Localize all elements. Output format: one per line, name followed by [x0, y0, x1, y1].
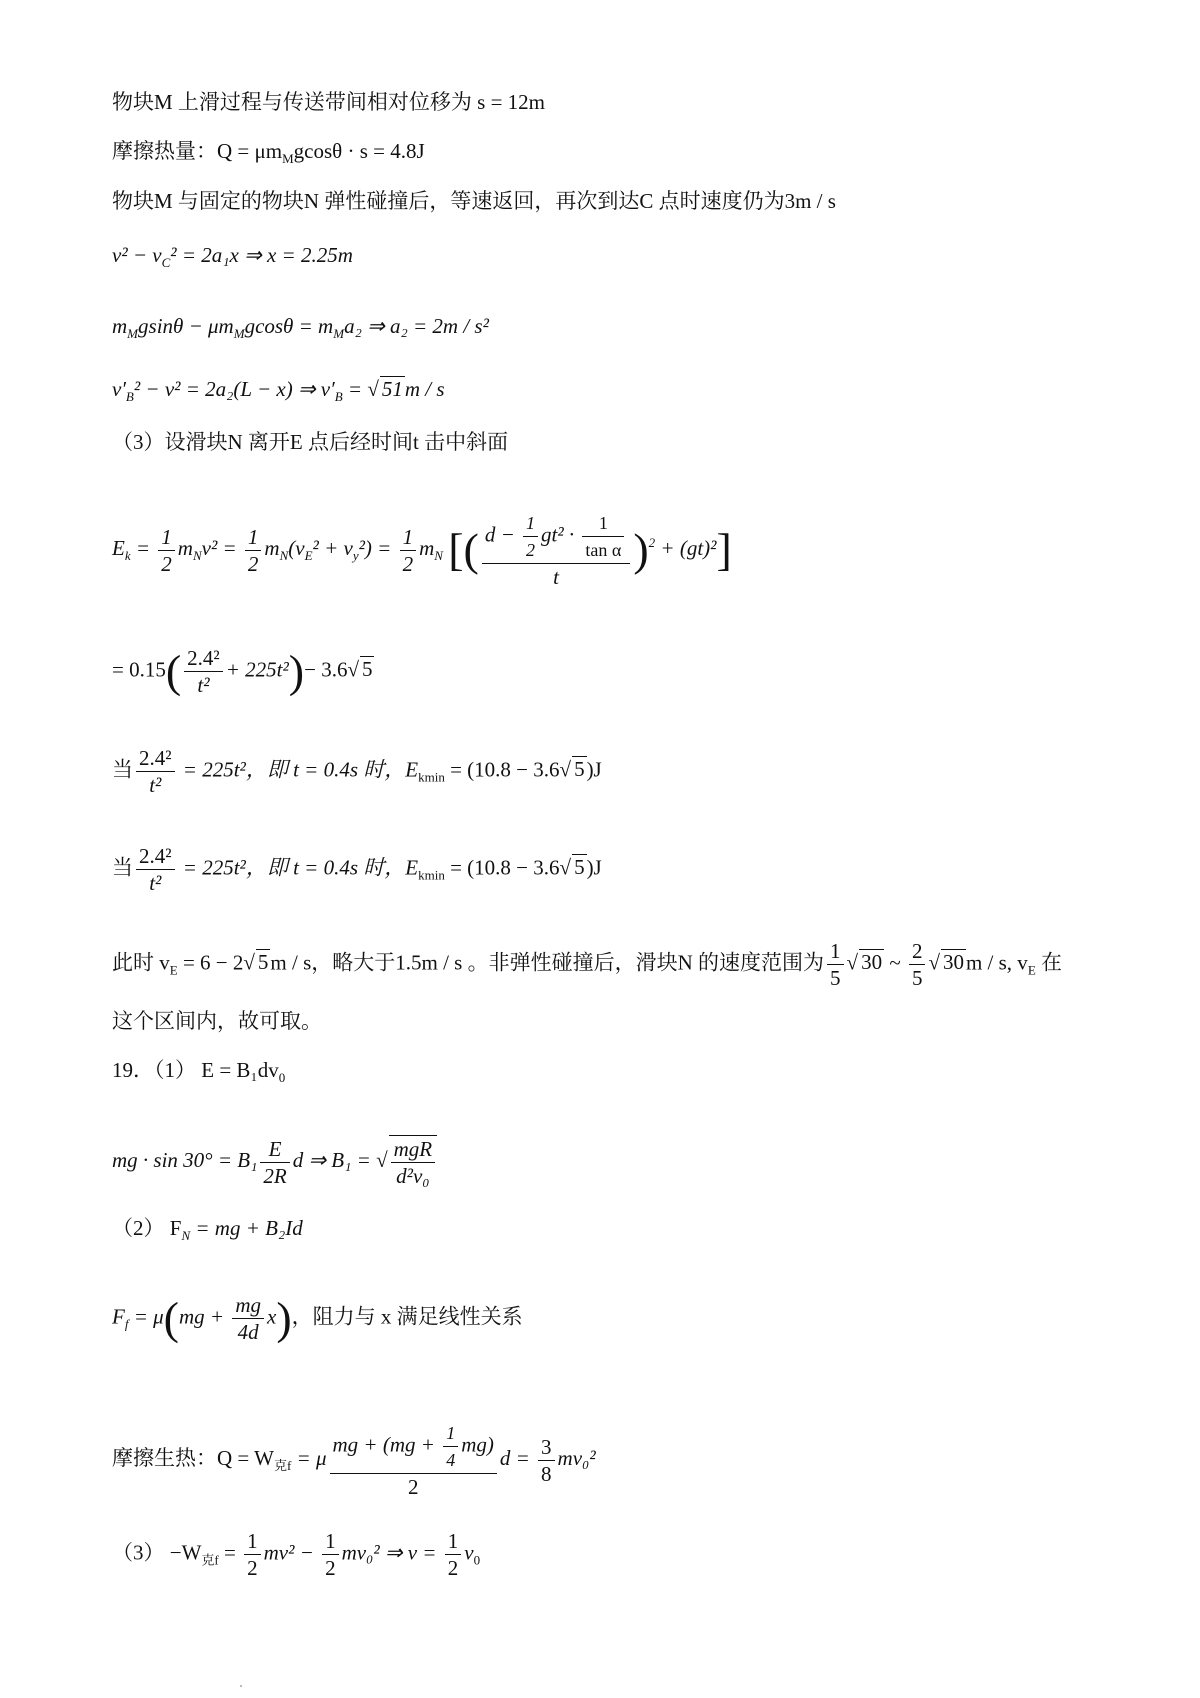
question-19-part-3: [112, 1528, 480, 1581]
line-1-text: 物块M 上滑过程与传送带间相对位移为 s = 12m: [112, 90, 546, 114]
l9c: t²: [197, 673, 210, 697]
l18c: = μ: [291, 1445, 327, 1470]
fraction-e-2r: [260, 1136, 289, 1189]
l8h: E: [304, 548, 313, 563]
l8p: + (gt)²: [660, 535, 717, 560]
l8e: N: [279, 548, 289, 563]
half: 1: [322, 1528, 339, 1555]
l5d: M: [233, 326, 245, 342]
l8i: ² + v: [312, 535, 353, 560]
l10f: )J: [586, 855, 602, 880]
l15b: E: [260, 1136, 289, 1163]
l19a: （3） −W: [112, 1540, 202, 1565]
l12g: 30: [861, 950, 883, 975]
fraction-half-b: [322, 1528, 339, 1581]
equation-3: [112, 374, 445, 412]
l2b: M: [282, 151, 294, 167]
l8g: (v: [288, 535, 305, 560]
equation-1: [112, 240, 353, 278]
fraction-one-fifth: [827, 938, 844, 991]
l18h: 3: [538, 1434, 555, 1461]
l18e: 4: [446, 1450, 456, 1470]
l6f: 51: [381, 377, 403, 401]
half: 1: [245, 524, 262, 551]
l12d: 5: [257, 950, 269, 975]
half: 1: [244, 1528, 261, 1555]
l5b: M: [127, 326, 139, 342]
l17d: mg +: [179, 1304, 230, 1329]
l18a: 摩擦生热：Q = W: [112, 1445, 274, 1470]
fraction-half-3: [400, 524, 417, 577]
l6c: ² − v² = 2a₂(L − x) ⇒ v′: [133, 377, 335, 401]
l10e: 5: [574, 757, 585, 782]
l10a: 当: [112, 757, 133, 782]
l8k: ²) =: [358, 535, 397, 560]
fraction-condition-1: [136, 745, 175, 798]
l9d: + 225t²: [225, 657, 289, 682]
l17g: x: [267, 1304, 277, 1329]
text-line-3: [112, 186, 836, 216]
l4: v² − v: [112, 243, 162, 267]
l19b: 克f: [201, 1552, 219, 1568]
two: 2: [402, 551, 414, 576]
l5e: gcosθ = m: [244, 314, 334, 338]
l12f: 5: [830, 966, 841, 990]
l17f: 4d: [237, 1320, 259, 1344]
text-line-1: [112, 87, 545, 117]
l5g: a₂ ⇒ a₂ = 2m / s²: [344, 314, 489, 338]
l12j: 在: [1035, 950, 1063, 975]
l19c: =: [218, 1540, 242, 1565]
l3: 物块M 与固定的物块N 弹性碰撞后，等速返回，再次到达C 点时速度仍为3m / s: [112, 189, 836, 213]
l9c: t²: [149, 773, 162, 797]
l8o: t: [553, 565, 559, 589]
l4b: C: [161, 255, 171, 271]
equation-2: [112, 311, 489, 349]
l18f: mg): [461, 1432, 494, 1457]
l12b: E: [169, 962, 178, 978]
condition-line-1: [112, 745, 602, 798]
l4c: ² = 2a₁x ⇒ x = 2.25m: [170, 243, 353, 267]
l2: 摩擦热量：Q = μm: [112, 139, 283, 163]
l15c: 2R: [263, 1163, 287, 1188]
l8d: m: [419, 535, 435, 560]
half: 1: [827, 938, 844, 965]
l14b: 0: [278, 1070, 286, 1086]
l8d: m: [177, 535, 193, 560]
l17c: = μ: [128, 1304, 164, 1329]
two: 2: [325, 1556, 336, 1580]
fraction-half-a: [244, 1528, 261, 1581]
l18d: mg + (mg +: [332, 1432, 441, 1457]
equation-kinetic-energy: $E_k$ = $\frac{1}{2}$ $m_Nv^2$ = $\frac{1}{2}$ $m_N(v_E^2 + v_y^2)$ = $\frac{1}{2}$ $m_N$ [( d − $\frac{1}{2}$ gt² · $\frac{1}{\text{tan α}}$ t )$^2$ + (gt)²]: [112, 510, 732, 590]
fraction-velocity: [482, 510, 630, 590]
l19d: mv² −: [263, 1540, 320, 1565]
text-line-2: [112, 136, 425, 174]
l10b: = 225t²，即 t = 0.4s 时，E: [177, 757, 419, 782]
l17e: mg: [232, 1292, 264, 1319]
l5c: gsinθ − μm: [138, 314, 234, 338]
l10a: 当: [112, 855, 133, 880]
l8m: gt² ·: [541, 522, 580, 547]
two: 2: [161, 551, 172, 576]
two: 2: [447, 1556, 459, 1580]
l6b: B: [125, 389, 134, 405]
l15e: mgR: [391, 1136, 436, 1163]
l6g: m / s: [404, 377, 445, 401]
l8j: y: [352, 548, 359, 563]
l8f: v² =: [201, 535, 242, 560]
equation-friction: $F_f = \mu(mg$ + $\frac{mg}{4d}$ x)，阻力与 x 满足线性关系: [112, 1292, 523, 1344]
l12e: m / s，略大于1.5m / s 。非弹性碰撞后，滑块N 的速度范围为: [270, 950, 825, 975]
text-line-velocity-range: 此时 $v_E = 6 - 2√$ 5m / s，略大于1.5m / s 。非弹性碰撞后，滑块N 的速度范围为 $\frac{1}{5}$ √ 30 ~ $\frac{2}{5}$ √ 30m / s, $v_E$ 在: [112, 939, 1063, 990]
question-19-part-2: [112, 1213, 303, 1251]
l17h: ，阻力与 x 满足线性关系: [291, 1304, 523, 1329]
fraction-half-2: [245, 524, 262, 577]
two: 2: [909, 938, 926, 965]
l2c: gcosθ · s = 4.8J: [293, 139, 425, 163]
l18j: mv₀²: [557, 1445, 596, 1470]
equation-expanded: = 0.15( $\frac{\text{2.4²}}{\text{t²}}$ + 225t²)− 3.6√ 5: [112, 645, 373, 697]
l9c: t²: [149, 871, 162, 895]
l15a: mg · sin 30° = B₁: [112, 1147, 258, 1172]
two: 2: [526, 540, 536, 560]
equation-friction-heat: [112, 1420, 596, 1500]
l12h: m / s, v: [965, 950, 1028, 975]
l8d: m: [264, 535, 280, 560]
l10d: = (10.8 − 3.6√: [444, 757, 572, 782]
two: 2: [247, 1556, 258, 1580]
l12a: 此时 v: [112, 950, 170, 975]
fraction-mg-4d: [232, 1292, 264, 1345]
l8e: N: [192, 548, 202, 563]
l9b: 2.4²: [136, 745, 175, 772]
l12g: 30: [942, 950, 964, 975]
l7: （3）设滑块N 离开E 点后经时间t 击中斜面: [112, 430, 509, 454]
fraction-half-c: [445, 1528, 462, 1581]
l6e: = √: [342, 377, 379, 401]
fraction-sqrt-mgr: [389, 1135, 438, 1189]
half: 1: [445, 1528, 462, 1555]
l9b: 2.4²: [184, 645, 223, 672]
l6d: B: [334, 389, 343, 405]
l12i: E: [1027, 962, 1036, 978]
l10c: kmin: [418, 769, 445, 785]
l15f: d²v₀: [396, 1164, 430, 1188]
fraction-three-eighths: [538, 1434, 555, 1487]
l18b: 克f: [273, 1458, 292, 1473]
half: 1: [158, 524, 175, 551]
l8n: tan α: [585, 540, 622, 560]
l18g: d =: [499, 1445, 536, 1470]
text-line-conclusion: [112, 1006, 322, 1036]
l8c: =: [130, 535, 156, 560]
l10d: = (10.8 − 3.6√: [444, 855, 572, 880]
l9e: − 3.6√: [304, 657, 359, 682]
condition-line-2: [112, 843, 602, 896]
l5: m: [112, 314, 128, 338]
l13: 这个区间内，故可取。: [112, 1009, 322, 1033]
l8l: d −: [484, 522, 521, 547]
fraction-2-4-sq: [184, 645, 223, 698]
fraction-condition-2: [136, 843, 175, 896]
l9a: = 0.15: [112, 657, 166, 682]
l19g: 0: [473, 1552, 481, 1568]
l16a: （2） F: [112, 1216, 182, 1240]
half: 1: [443, 1420, 458, 1447]
l8b: k: [124, 548, 131, 563]
l9f: 5: [361, 657, 373, 682]
l12c: = 6 − 2√: [177, 950, 255, 975]
l19e: mv₀² ⇒ v =: [341, 1540, 442, 1565]
fraction-average-force: [330, 1420, 497, 1500]
l19f: v: [464, 1540, 474, 1565]
fraction-half-1: [158, 524, 175, 577]
half: 1: [523, 510, 538, 537]
l12f: 5: [911, 966, 923, 990]
l9b: 2.4²: [136, 843, 175, 870]
l18i: 8: [541, 1461, 552, 1486]
two: 2: [407, 1475, 419, 1499]
equation-magnetic-field: mg · sin 30° = B₁ $\frac{E}{2R}$ d ⇒ B₁ = √ $\frac{\text{mgR}}{\text{d²v₀}}$: [112, 1135, 440, 1189]
l10e: 5: [574, 855, 585, 880]
l15d: d ⇒ B₁ =: [292, 1147, 377, 1172]
l10f: )J: [586, 757, 602, 782]
text-line-part-3: [112, 427, 508, 457]
l16c: = mg + B₂Id: [190, 1216, 303, 1240]
l10c: kmin: [418, 867, 445, 883]
l10b: = 225t²，即 t = 0.4s 时，E: [177, 855, 419, 880]
two: 2: [247, 551, 259, 576]
l6: v′: [112, 377, 126, 401]
l5f: M: [333, 326, 345, 342]
fraction-two-fifths: [909, 938, 926, 991]
l8e: N: [434, 548, 443, 563]
l8a: E: [112, 535, 125, 560]
half: 1: [582, 510, 624, 537]
l14a: 19．（1） E = B₁dv: [112, 1058, 279, 1082]
question-19-part-1: [112, 1055, 285, 1093]
page-mark-dot: [240, 1685, 242, 1687]
l17b: f: [124, 1316, 129, 1332]
l16b: N: [181, 1228, 191, 1244]
l17a: F: [112, 1304, 125, 1329]
half: 1: [400, 524, 417, 551]
